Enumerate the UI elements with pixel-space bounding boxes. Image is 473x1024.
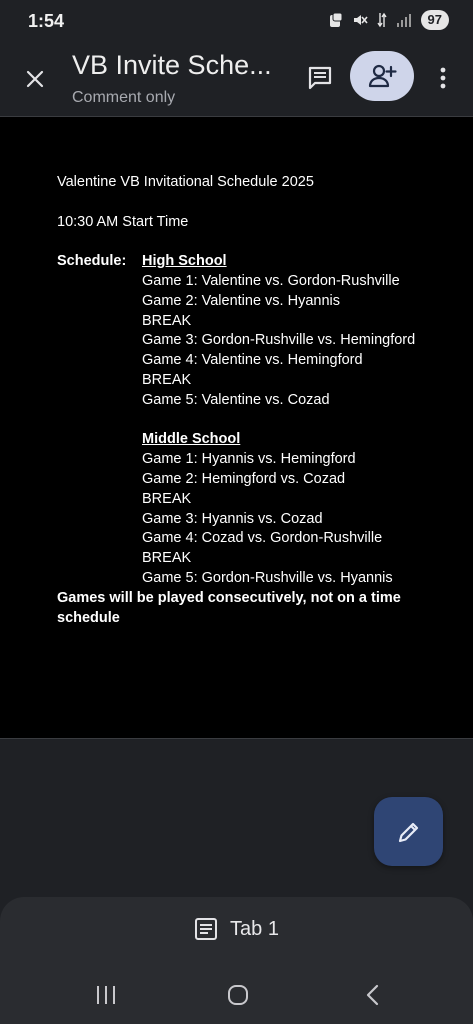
more-options-button[interactable] (428, 60, 458, 96)
document-title: VB Invite Sche... (72, 50, 272, 80)
tab-label: Tab 1 (230, 917, 279, 940)
data-icon (377, 11, 387, 29)
comment-button[interactable] (302, 60, 338, 96)
home-icon (227, 984, 249, 1006)
edit-button[interactable] (374, 797, 443, 866)
mute-icon (352, 12, 368, 28)
doc-title-line: Valentine VB Invitational Schedule 2025 (57, 174, 314, 190)
share-button[interactable] (350, 51, 414, 101)
back-icon (365, 984, 379, 1006)
high-school-heading: High School (142, 253, 227, 270)
signal-icon (396, 12, 412, 28)
list-item: Game 2: Valentine vs. Hyannis (142, 292, 340, 309)
list-item: BREAK (142, 371, 192, 388)
list-item: Game 1: Valentine vs. Gordon-Rushville (142, 272, 400, 289)
list-item: Game 5: Valentine vs. Cozad (142, 391, 330, 408)
back-button[interactable] (352, 980, 392, 1010)
document-content (57, 173, 457, 628)
schedule-label: Schedule: (57, 253, 127, 270)
list-item: Game 4: Cozad vs. Gordon-Rushville (142, 530, 383, 547)
list-item: Game 1: Hyannis vs. Hemingford (142, 451, 356, 468)
list-item: Game 4: Valentine vs. Hemingford (142, 352, 363, 369)
middle-school-heading: Middle School (142, 431, 241, 448)
footer-note: Games will be played consecutively, not on a time schedule (57, 589, 401, 626)
add-person-icon (367, 63, 397, 89)
list-item: Game 2: Hemingford vs. Cozad (142, 470, 346, 487)
list-item: BREAK (142, 490, 192, 507)
more-vert-icon (440, 67, 446, 89)
edit-pencil-icon (396, 819, 422, 845)
high-school-list (57, 272, 457, 411)
status-bar (0, 0, 473, 44)
list-item: Game 5: Gordon-Rushville vs. Hyannis (142, 569, 393, 586)
recents-icon (95, 985, 117, 1005)
document-page[interactable] (0, 116, 473, 739)
status-time: 1:54 (28, 11, 65, 31)
comment-icon (306, 64, 334, 92)
schedule-heading-row (57, 252, 457, 272)
app-bar (0, 44, 473, 116)
start-time-line: 10:30 AM Start Time (57, 213, 189, 230)
notification-icon (329, 12, 343, 28)
system-nav-bar (0, 968, 473, 1024)
list-item: Game 3: Hyannis vs. Cozad (142, 510, 323, 527)
list-item: Game 3: Gordon-Rushville vs. Hemingford (142, 332, 416, 349)
tab-current[interactable] (0, 911, 473, 947)
access-mode-label: Comment only (72, 89, 176, 106)
close-button[interactable] (18, 62, 52, 96)
home-button[interactable] (218, 980, 258, 1010)
recents-button[interactable] (86, 980, 126, 1010)
list-item: BREAK (142, 312, 192, 329)
status-icons (329, 10, 449, 30)
document-outline-icon (194, 917, 218, 941)
close-icon (25, 69, 45, 89)
list-item: BREAK (142, 550, 192, 567)
middle-school-list (57, 450, 457, 589)
battery-indicator: 97 (421, 10, 449, 30)
